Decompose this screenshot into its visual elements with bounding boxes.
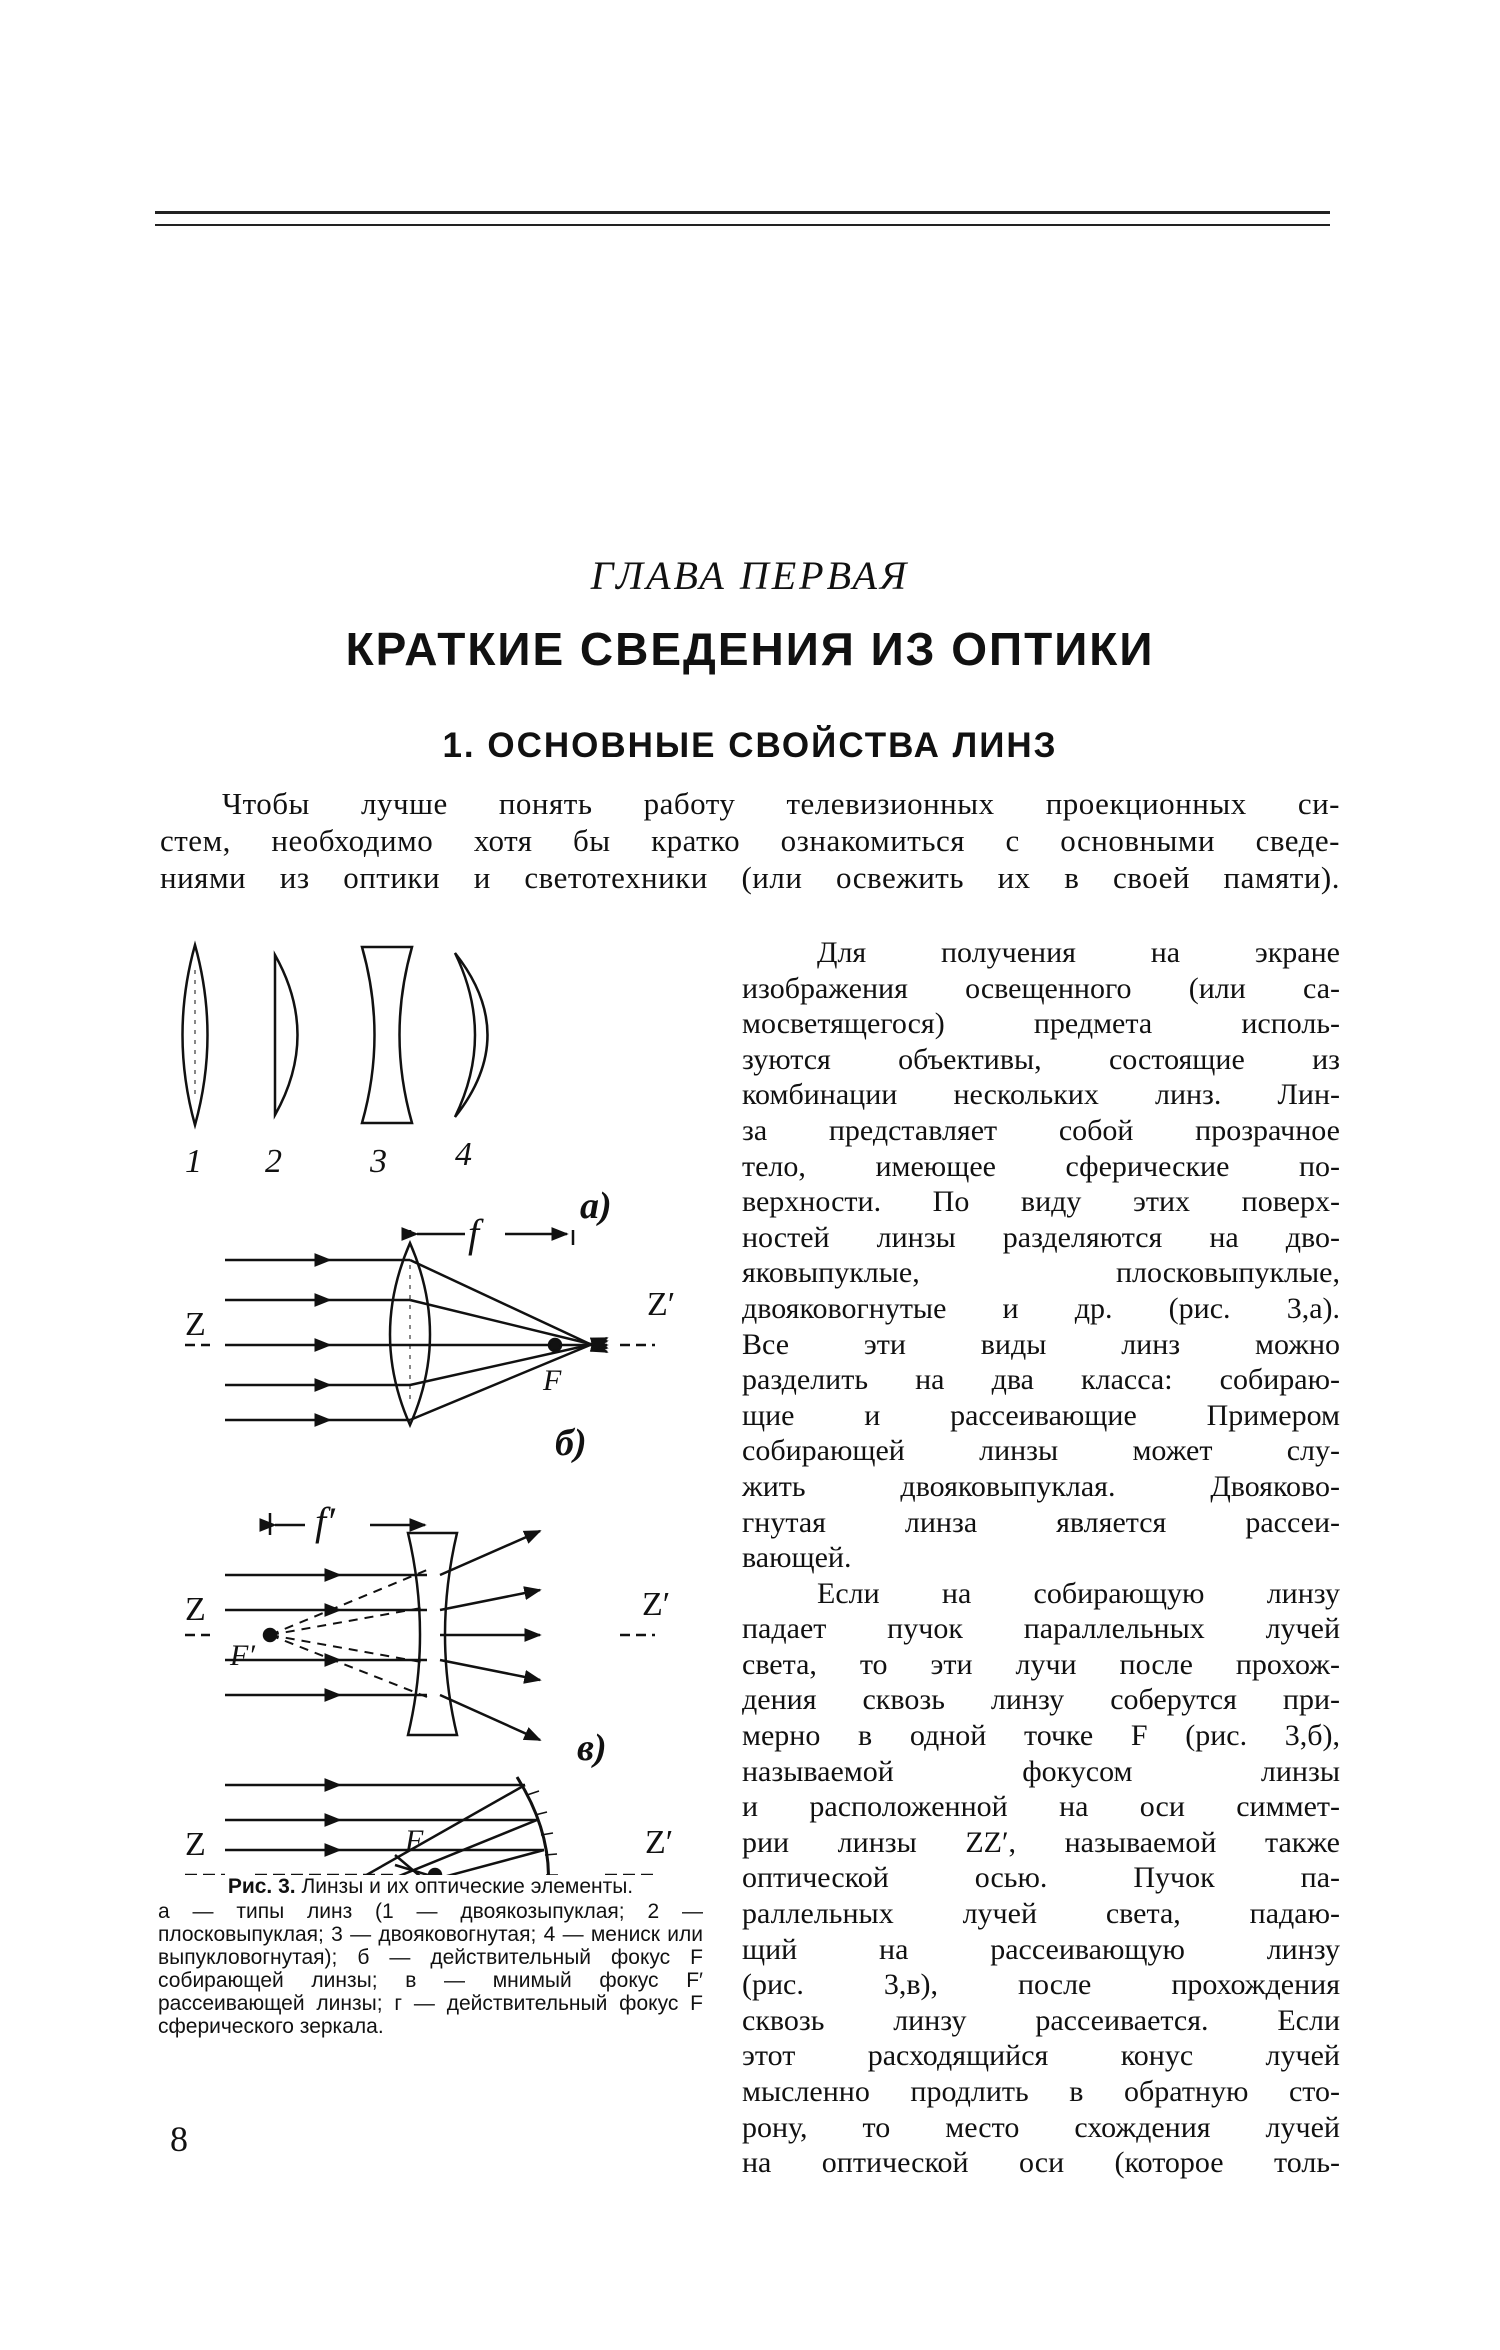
body-line: света, то эти лучи после прохож-: [742, 1647, 1340, 1681]
body-line: разделить на два класса: собираю-: [742, 1363, 1340, 1397]
figure-caption: [158, 1875, 703, 2038]
body-line: и расположенной на оси симмет-: [742, 1790, 1340, 1824]
axis-left-label: Z: [185, 1591, 206, 1628]
header-rule-top: [155, 211, 1330, 214]
body-line: на оптической оси (которое толь-: [742, 2146, 1340, 2180]
diverging-lens-diagram: [185, 1513, 655, 1740]
body-line: за представляет собой прозрачное: [742, 1113, 1340, 1147]
body-line: верхности. По виду этих поверх-: [742, 1185, 1340, 1219]
chapter-label: ГЛАВА ПЕРВАЯ: [590, 553, 910, 598]
body-line: ностей линзы разделяются на дво-: [742, 1220, 1340, 1254]
body-line: Все эти виды линз можно: [742, 1327, 1340, 1361]
body-line: щий на рассеивающую линзу: [742, 1932, 1340, 1966]
body-line: рону, то место схождения лучей: [742, 2110, 1340, 2144]
focal-length-virtual-label: f′: [315, 1499, 335, 1544]
header-rule-bottom: [155, 224, 1330, 226]
body-line: оптической осью. Пучок па-: [742, 1861, 1340, 1895]
focus-virtual-label: F′: [230, 1639, 255, 1672]
focal-length-label: f: [468, 1211, 480, 1256]
body-line: этот расходящийся конус лучей: [742, 2039, 1340, 2073]
page-number: 8: [170, 2119, 188, 2159]
body-line: рии линзы ZZ′, называемой также: [742, 1825, 1340, 1859]
intro-line: стем, необходимо хотя бы кратко ознакомиться с основными сведе-: [160, 823, 1340, 858]
lens-number: 2: [265, 1143, 282, 1180]
lens-biconvex: [183, 945, 208, 1125]
axis-left-label: Z: [185, 1306, 206, 1343]
body-line: мысленно продлить в обратную сто-: [742, 2075, 1340, 2108]
body-text-column: [742, 935, 1340, 2181]
lens-number: 1: [185, 1143, 202, 1180]
panel-label-c: в): [577, 1727, 607, 1769]
axis-right-label: Z′: [647, 1286, 676, 1323]
focus-label: F: [405, 1824, 424, 1857]
lens-biconcave: [362, 947, 412, 1123]
body-line: Если на собирающую линзу: [817, 1576, 1340, 1610]
section-title: 1. ОСНОВНЫЕ СВОЙСТВА ЛИНЗ: [442, 726, 1058, 765]
body-line: изображения освещенного (или са-: [742, 971, 1340, 1005]
body-line: яковыпуклые, плосковыпуклые,: [742, 1256, 1340, 1290]
caption-figure-label: Рис. 3.: [227, 1875, 296, 1898]
panel-label-a: а): [580, 1185, 612, 1227]
lens-number: 3: [370, 1143, 387, 1180]
body-line: гнутая линза является рассеи-: [742, 1505, 1340, 1539]
intro-line: Чтобы лучше понять работу телевизионных проекционных си-: [222, 786, 1340, 821]
body-line: комбинации нескольких линз. Лин-: [742, 1078, 1340, 1112]
body-line: раллельных лучей света, падаю-: [742, 1897, 1340, 1931]
intro-line: ниями из оптики и светотехники (или освежить их в своей памяти).: [160, 860, 1340, 895]
converging-lens-diagram: [185, 1230, 655, 1425]
body-line: зуются объективы, состоящие из: [742, 1042, 1340, 1076]
focus-label: F: [543, 1364, 562, 1397]
lens-figure: [165, 935, 725, 1875]
chapter-title: КРАТКИЕ СВЕДЕНИЯ ИЗ ОПТИКИ: [345, 623, 1155, 675]
body-line: мосветящегося) предмета исполь-: [742, 1007, 1340, 1041]
body-line: щие и рассеивающие Примером: [742, 1398, 1340, 1432]
lens-number: 4: [455, 1136, 472, 1173]
body-line: жить двояковыпуклая. Двояково-: [742, 1469, 1340, 1503]
caption-title: Линзы и их оптические элементы.: [301, 1875, 634, 1898]
body-line: вающей.: [742, 1541, 852, 1575]
body-line: называемой фокусом линзы: [742, 1754, 1340, 1788]
body-line: падает пучок параллельных лучей: [742, 1612, 1340, 1646]
lens-meniscus: [455, 953, 488, 1117]
body-line: (рис. 3,в), после прохождения: [742, 1968, 1340, 2002]
axis-left-label: Z: [185, 1826, 206, 1863]
panel-label-b: б): [555, 1422, 587, 1464]
body-line: двояковогнутые и др. (рис. 3,а).: [742, 1291, 1340, 1325]
lens-planoconvex: [275, 955, 298, 1115]
body-line: сквозь линзу рассеивается. Если: [742, 2003, 1340, 2037]
axis-right-label: Z′: [645, 1824, 674, 1861]
body-line: тело, имеющее сферические по-: [742, 1149, 1340, 1183]
body-line: дения сквозь линзу соберутся при-: [742, 1683, 1340, 1717]
intro-paragraph: [160, 785, 1340, 896]
body-line: Для получения на экране: [817, 936, 1340, 969]
axis-right-label: Z′: [642, 1586, 671, 1623]
body-line: мерно в одной точке F (рис. 3,б),: [742, 1719, 1340, 1753]
caption-body: а — типы линз (1 — двоякозыпуклая; 2 — плосковыпуклая; 3 — двояковогнутая; 4 — мениск или выпукловогнутая); б — действительный фокус F собирающей линзы; в — мнимый фокус F′ рассеивающей линзы; г — действительный фокус F сферического зеркала.: [158, 1900, 703, 2038]
body-line: собирающей линзы может слу-: [742, 1434, 1340, 1468]
